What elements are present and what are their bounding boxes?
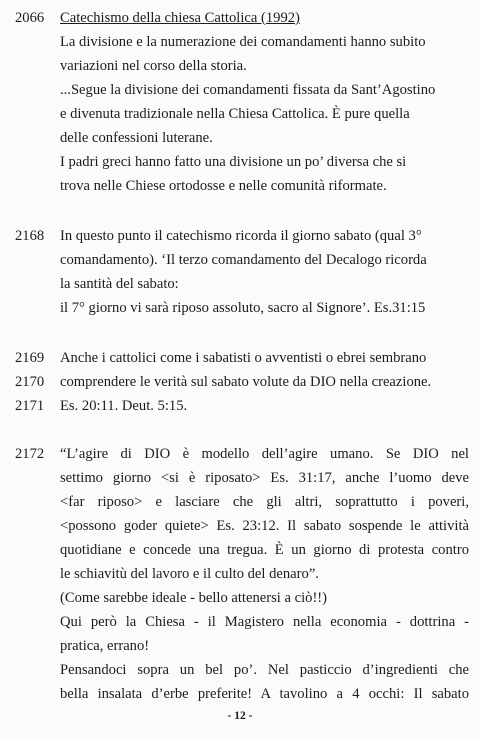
text-line: la santità del sabato:	[60, 276, 179, 292]
text-line: “L’agire di DIO è modello dell’agire umano. Se DIO nel	[60, 446, 469, 462]
text-line: Pensandoci sopra un bel po’. Nel pasticcio d’ingredienti che	[60, 662, 469, 678]
text-line: Anche i cattolici come i sabatisti o avventisti o ebrei sembrano	[60, 350, 427, 366]
text-line: <far riposo> e lasciare che gli altri, soprattutto i poveri,	[60, 494, 469, 510]
text-line: (Come sarebbe ideale - bello attenersi a ciò!!)	[60, 590, 328, 606]
page-number: - 12 -	[227, 710, 253, 722]
text-line: ...Segue la divisione dei comandamenti fissata da Sant’Agostino	[60, 82, 436, 98]
text-line: quotidiane e concede una tregua. È un giorno di protesta contro	[60, 542, 469, 558]
text-line: Es. 20:11. Deut. 5:15.	[60, 398, 188, 414]
text-line: La divisione e la numerazione dei comandamenti hanno subito	[60, 34, 426, 50]
text-line: comandamento). ‘Il terzo comandamento del Decalogo ricorda	[60, 252, 427, 268]
paragraph-number: 2170	[15, 374, 45, 390]
paragraph-number: 2171	[15, 398, 45, 414]
text-line: I padri greci hanno fatto una divisione un po’ diversa che si	[60, 154, 407, 170]
paragraph-number: 2172	[15, 446, 45, 462]
paragraph-number: 2066	[15, 10, 45, 26]
text-line: e divenuta tradizionale nella Chiesa Cattolica. È pure quella	[60, 106, 410, 122]
text-line: le schiavitù del lavoro e il culto del denaro”.	[60, 566, 319, 582]
section-title: Catechismo della chiesa Cattolica (1992)	[60, 10, 300, 26]
text-line: il 7° giorno vi sarà riposo assoluto, sacro al Signore’. Es.31:15	[60, 300, 426, 316]
text-line: In questo punto il catechismo ricorda il giorno sabato (qual 3°	[60, 228, 422, 244]
text-line: delle confessioni luterane.	[60, 130, 213, 146]
paragraph-number: 2168	[15, 228, 45, 244]
paragraph-number: 2169	[15, 350, 45, 366]
text-line: pratica, errano!	[60, 638, 150, 654]
text-line: comprendere le verità sul sabato volute da DIO nella creazione.	[60, 374, 432, 390]
text-line: variazioni nel corso della storia.	[60, 58, 247, 74]
text-line: bella insalata d’erbe preferite! A tavolino a 4 occhi: Il sabato	[60, 686, 469, 702]
text-line: settimo giorno <si è riposato> Es. 31:17, anche l’uomo deve	[60, 470, 469, 486]
text-line: Qui però la Chiesa - il Magistero nella economia - dottrina -	[60, 614, 469, 630]
text-line: trova nelle Chiese ortodosse e nelle comunità riformate.	[60, 178, 387, 194]
text-line: <possono goder quiete> Es. 23:12. Il sabato sospende le attività	[60, 518, 469, 534]
